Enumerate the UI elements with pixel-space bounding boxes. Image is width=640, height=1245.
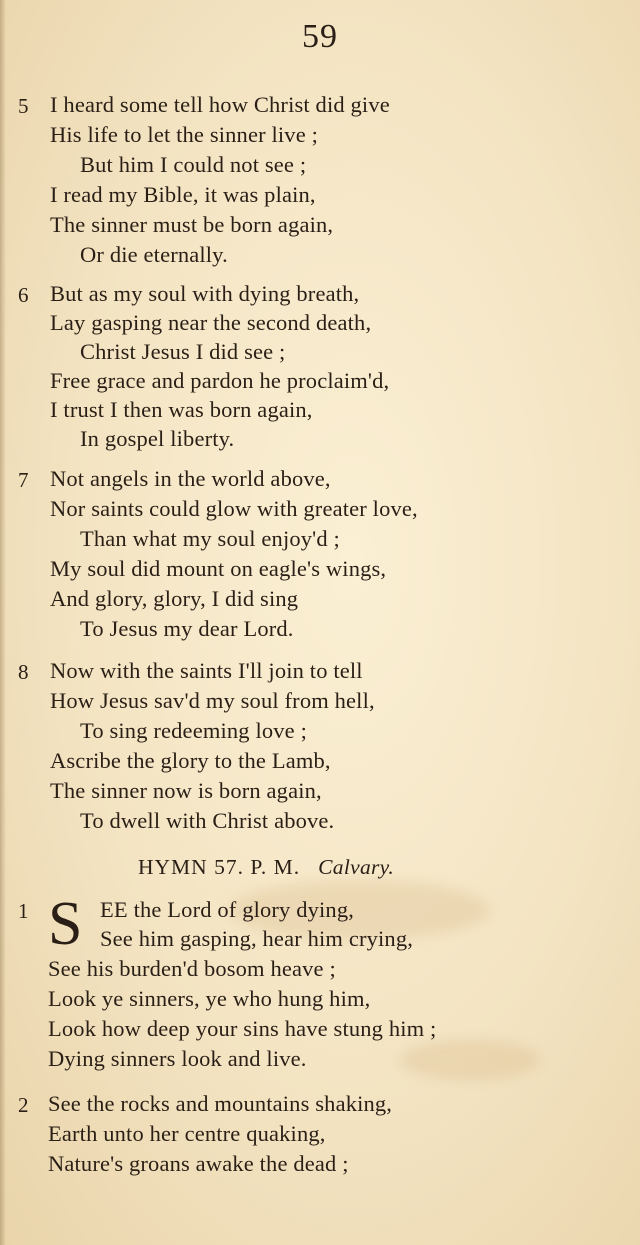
verse-line: Nature's groans awake the dead ; bbox=[48, 1151, 349, 1176]
hymn-tune: Calvary. bbox=[318, 855, 394, 879]
verse-line: See him gasping, hear him crying, bbox=[100, 926, 414, 951]
verse-line: To sing redeeming love ; bbox=[80, 718, 307, 743]
stanza-number: 7 bbox=[18, 468, 29, 492]
verse-line: His life to let the sinner live ; bbox=[50, 122, 319, 147]
verse-line: To Jesus my dear Lord. bbox=[80, 616, 294, 641]
verse-line: Or die eternally. bbox=[80, 242, 228, 267]
verse-line: But as my soul with dying breath, bbox=[50, 281, 360, 306]
verse-line: I read my Bible, it was plain, bbox=[50, 182, 316, 207]
verse-line: The sinner must be born again, bbox=[50, 212, 334, 237]
verse-line: EE the Lord of glory dying, bbox=[100, 897, 354, 922]
verse-line: To dwell with Christ above. bbox=[80, 808, 335, 833]
verse-line: Earth unto her centre quaking, bbox=[48, 1121, 326, 1146]
drop-cap: S bbox=[48, 890, 83, 958]
verse-line: Than what my soul enjoy'd ; bbox=[80, 526, 340, 551]
page-number: 59 bbox=[302, 18, 338, 55]
stanza-number: 1 bbox=[18, 899, 29, 923]
paper-stain bbox=[400, 1040, 540, 1080]
verse-line: Lay gasping near the second death, bbox=[50, 310, 372, 335]
verse-line: And glory, glory, I did sing bbox=[50, 586, 299, 611]
stanza-number: 5 bbox=[18, 94, 29, 118]
verse-line: Dying sinners look and live. bbox=[48, 1046, 307, 1071]
verse-line: My soul did mount on eagle's wings, bbox=[50, 556, 387, 581]
stanza-number: 8 bbox=[18, 660, 29, 684]
hymn-heading bbox=[138, 855, 394, 880]
verse-line: I trust I then was born again, bbox=[50, 397, 313, 422]
verse-line: Nor saints could glow with greater love, bbox=[50, 496, 418, 521]
verse-line: Not angels in the world above, bbox=[50, 466, 331, 491]
verse-line: See the rocks and mountains shaking, bbox=[48, 1091, 393, 1116]
verse-line: Look ye sinners, ye who hung him, bbox=[48, 986, 371, 1011]
verse-line: I heard some tell how Christ did give bbox=[50, 92, 390, 117]
verse-line: Free grace and pardon he proclaim'd, bbox=[50, 368, 390, 393]
verse-line: But him I could not see ; bbox=[80, 152, 307, 177]
hymn-title: HYMN 57. P. M. bbox=[138, 855, 301, 879]
verse-line: See his burden'd bosom heave ; bbox=[48, 956, 336, 981]
page-spine-shadow bbox=[0, 0, 6, 1245]
verse-line: How Jesus sav'd my soul from hell, bbox=[50, 688, 375, 713]
stanza-number: 6 bbox=[18, 283, 29, 307]
verse-line: Now with the saints I'll join to tell bbox=[50, 658, 363, 683]
stanza-number: 2 bbox=[18, 1093, 29, 1117]
verse-line: In gospel liberty. bbox=[80, 426, 235, 451]
verse-line: Christ Jesus I did see ; bbox=[80, 339, 286, 364]
verse-line: Ascribe the glory to the Lamb, bbox=[50, 748, 331, 773]
verse-line: Look how deep your sins have stung him ; bbox=[48, 1016, 437, 1041]
verse-line: The sinner now is born again, bbox=[50, 778, 322, 803]
